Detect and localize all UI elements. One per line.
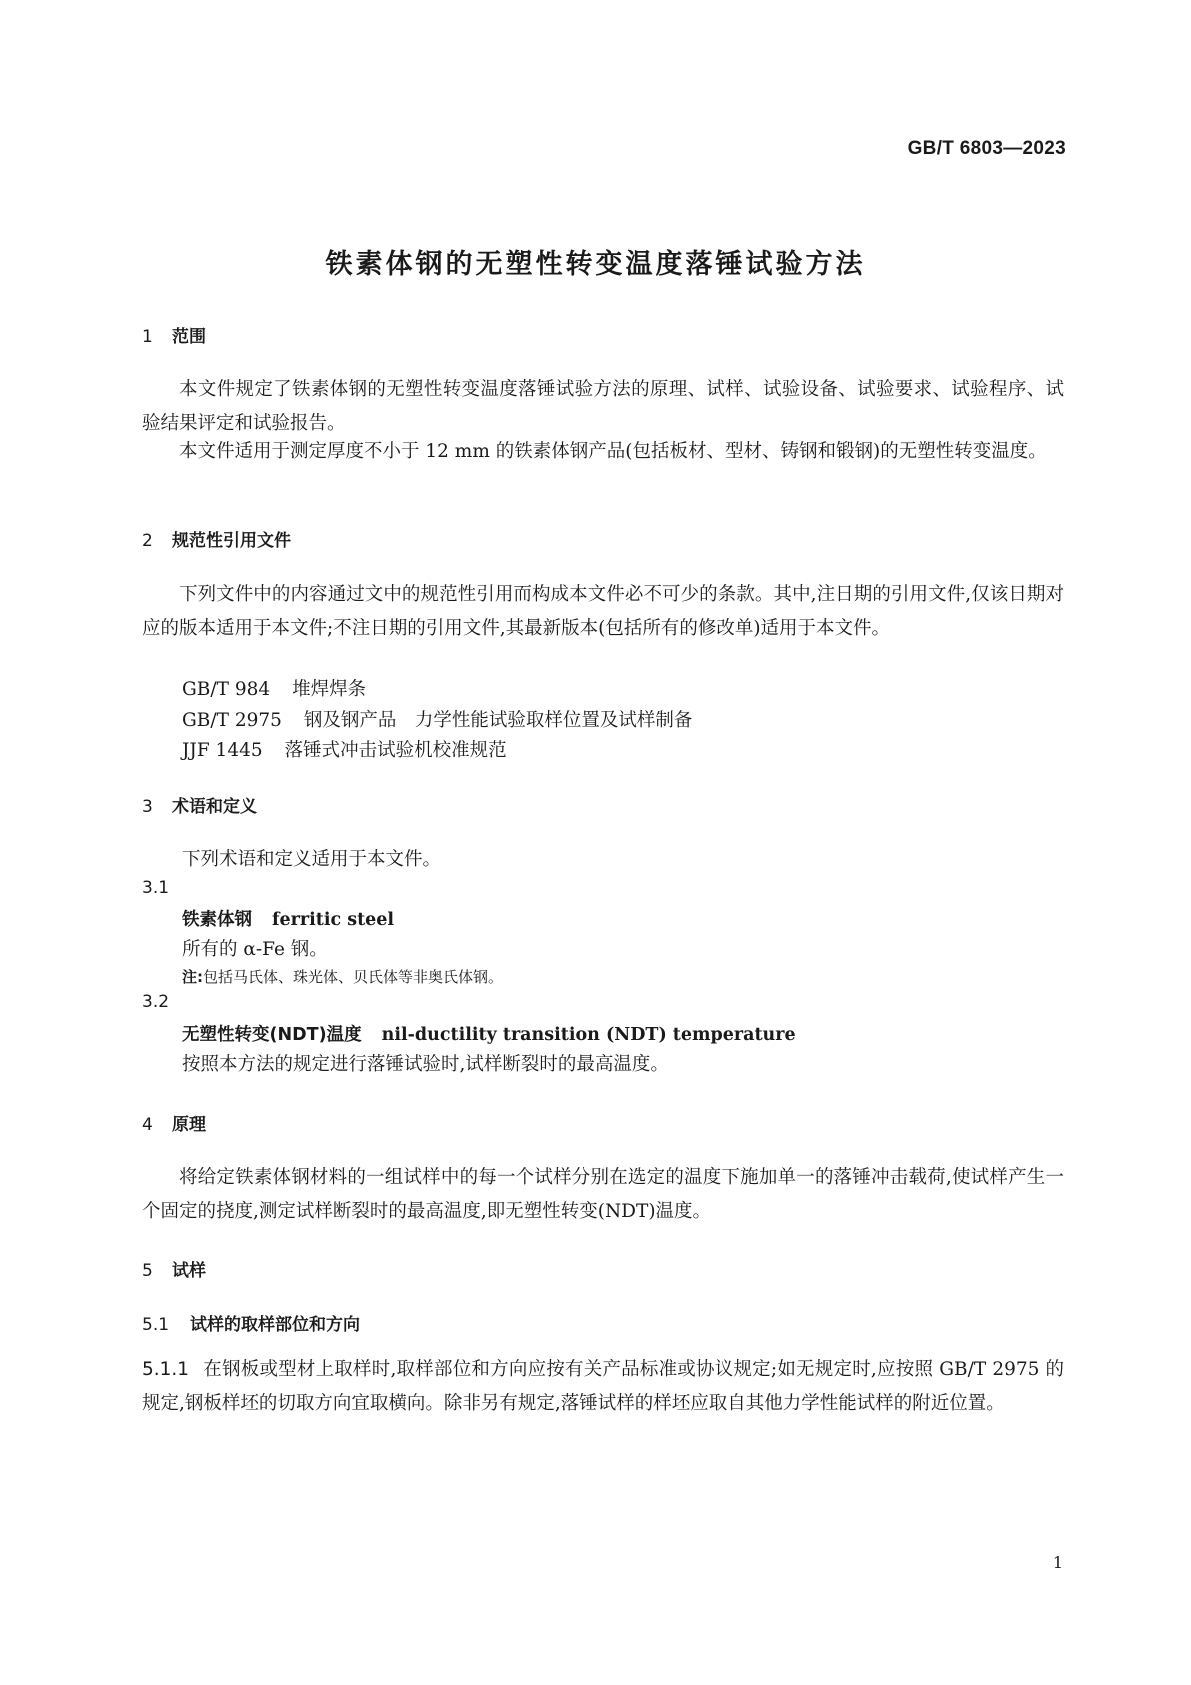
clause-number: 5.1.1 — [142, 1359, 190, 1380]
reference-title: 落锤式冲击试验机校准规范 — [284, 740, 507, 761]
term-name — [182, 1021, 796, 1046]
section-number: 5 — [142, 1261, 153, 1281]
subsection-5-1-heading — [142, 1310, 360, 1335]
principle-paragraph: 将给定铁素体钢材料的一组试样中的每一个试样分别在选定的温度下施加单一的落锤冲击载荷,使试样产生一个固定的挠度,测定试样断裂时的最高温度,即无塑性转变(NDT)温度。 — [142, 1167, 1064, 1222]
section-title: 试样 — [172, 1261, 206, 1281]
section-2-heading — [142, 526, 291, 551]
reference-code: GB/T 984 — [182, 679, 271, 700]
document-title: 铁素体钢的无塑性转变温度落锤试验方法 — [325, 249, 866, 280]
section-number: 1 — [142, 327, 153, 347]
reference-item — [182, 675, 366, 701]
page-number: 1 — [1052, 1553, 1063, 1572]
reference-item — [182, 736, 507, 762]
section-title: 范围 — [172, 327, 206, 347]
section-1-heading — [142, 322, 206, 347]
section-title: 规范性引用文件 — [172, 531, 291, 551]
term-name-en: ferritic steel — [272, 910, 395, 930]
section-number: 4 — [142, 1115, 153, 1135]
reference-code: JJF 1445 — [182, 740, 263, 761]
reference-code: GB/T 2975 — [182, 710, 282, 731]
term-definition: 按照本方法的规定进行落锤试验时,试样断裂时的最高温度。 — [182, 1054, 669, 1075]
section-5-heading — [142, 1256, 206, 1281]
scope-paragraph-2: 本文件适用于测定厚度不小于 12 mm 的铁素体钢产品(包括板材、型材、铸钢和锻钢)的无塑性转变温度。 — [179, 441, 1047, 462]
reference-title: 钢及钢产品 力学性能试验取样位置及试样制备 — [303, 710, 693, 731]
term-number: 3.1 — [142, 878, 170, 898]
section-number: 2 — [142, 531, 153, 551]
section-3-heading — [142, 792, 257, 817]
term-number: 3.2 — [142, 992, 170, 1012]
reference-item — [182, 706, 692, 732]
term-name — [182, 906, 394, 931]
references-paragraph: 下列文件中的内容通过文中的规范性引用而构成本文件必不可少的条款。其中,注日期的引用文件,仅该日期对应的版本适用于本文件;不注日期的引用文件,其最新版本(包括所有的修改单)适用于本文件。 — [142, 584, 1064, 639]
scope-paragraph-1: 本文件规定了铁素体钢的无塑性转变温度落锤试验方法的原理、试样、试验设备、试验要求、试验程序、试验结果评定和试验报告。 — [142, 379, 1064, 434]
section-title: 原理 — [172, 1115, 206, 1135]
terms-intro: 下列术语和定义适用于本文件。 — [182, 849, 442, 870]
section-4-heading — [142, 1110, 206, 1135]
term-name-en: nil-ductility transition (NDT) temperature — [381, 1025, 796, 1045]
section-title: 术语和定义 — [172, 797, 257, 817]
clause-5-1-1 — [142, 1353, 1064, 1421]
reference-title: 堆焊焊条 — [292, 679, 367, 700]
term-name-zh: 无塑性转变(NDT)温度 — [182, 1025, 362, 1045]
term-name-zh: 铁素体钢 — [182, 910, 252, 930]
term-definition: 所有的 α-Fe 钢。 — [182, 939, 328, 960]
clause-text: 在钢板或型材上取样时,取样部位和方向应按有关产品标准或协议规定;如无规定时,应按照 GB/T 2975 的规定,钢板样坯的切取方向宜取横向。除非另有规定,落锤试样的样坯应取自其他力学性能试样的附近位置。 — [142, 1359, 1064, 1414]
standard-code: GB/T 6803—2023 — [907, 138, 1066, 159]
note-text: 包括马氏体、珠光体、贝氏体等非奥氏体钢。 — [203, 968, 504, 986]
term-note — [182, 966, 503, 987]
subsection-number: 5.1 — [142, 1315, 170, 1335]
note-label: 注: — [182, 968, 203, 986]
section-number: 3 — [142, 797, 153, 817]
subsection-title: 试样的取样部位和方向 — [190, 1315, 360, 1335]
